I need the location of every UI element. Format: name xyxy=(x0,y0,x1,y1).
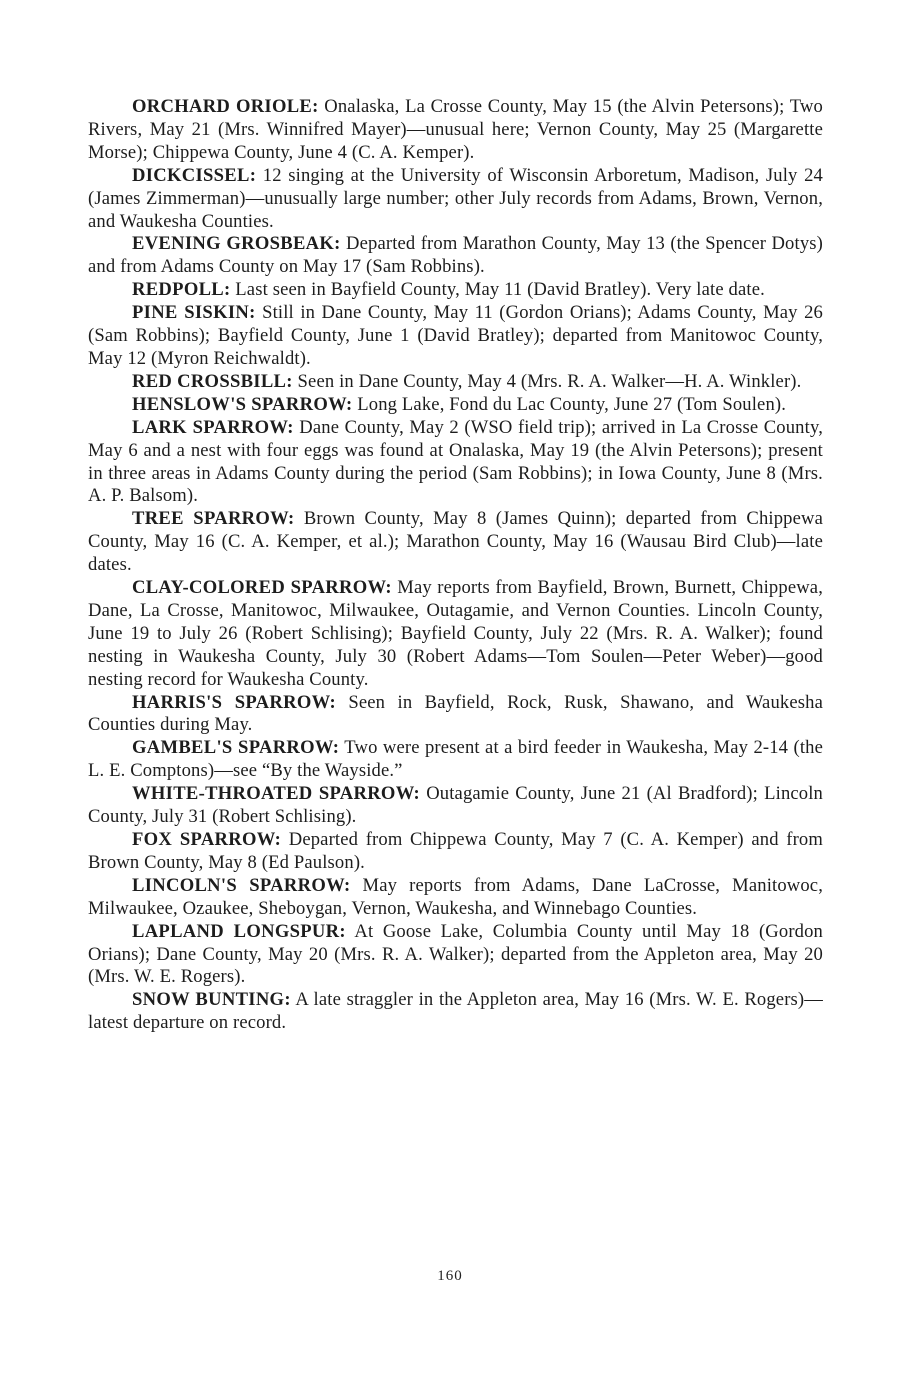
species-name: EVENING GROSBEAK: xyxy=(132,233,341,255)
entry-henslows-sparrow xyxy=(88,394,823,417)
entry-text: Still in Dane County, May 11 (Gordon Orians); Adams County, May 26 (Sam Robbins); Bayfield County, June 1 (David Bratley); departed from Manitowoc County, May 12 (Myron Reichwaldt). xyxy=(88,302,823,369)
entry-text: May reports from Bayfield, Brown, Burnett, Chippewa, Dane, La Crosse, Manitowoc, Milwaukee, Outagamie, and Vernon Counties. Lincoln County, June 19 to July 26 (Robert Schlising); Bayfield County, July 22 (Mrs. R. A. Walker); found nesting in Waukesha County, July 30 (Robert Adams—Tom Soulen—Peter Weber)—good nesting record for Waukesha County. xyxy=(88,577,823,690)
entry-pine-siskin xyxy=(88,302,823,371)
entry-white-throated-sparrow xyxy=(88,783,823,829)
species-name: SNOW BUNTING: xyxy=(132,989,291,1011)
entry-text: Departed from Chippewa County, May 7 (C. A. Kemper) and from Brown County, May 8 (Ed Paulson). xyxy=(88,829,823,873)
species-name: GAMBEL'S SPARROW: xyxy=(132,737,340,759)
entry-red-crossbill xyxy=(88,371,823,394)
species-name: LINCOLN'S SPARROW: xyxy=(132,874,351,896)
entry-text: Brown County, May 8 (James Quinn); departed from Chippewa County, May 16 (C. A. Kemper, et al.); Marathon County, May 16 (Wausau Bird Club)—late dates. xyxy=(88,508,823,576)
entry-text: Seen in Dane County, May 4 (Mrs. R. A. Walker—H. A. Winkler). xyxy=(292,370,802,392)
entry-redpoll xyxy=(88,279,823,302)
entry-evening-grosbeak xyxy=(88,233,823,279)
entry-text: A late straggler in the Appleton area, May 16 (Mrs. W. E. Rogers)—latest departure on record. xyxy=(88,989,824,1034)
entry-snow-bunting xyxy=(88,989,823,1035)
entry-text: Two were present at a bird feeder in Waukesha, May 2-14 (the L. E. Comptons)—see “By the Wayside.” xyxy=(88,737,823,782)
species-name: HARRIS'S SPARROW: xyxy=(132,691,336,713)
entry-text: Departed from Marathon County, May 13 (the Spencer Dotys) and from Adams County on May 17 (Sam Robbins). xyxy=(88,233,823,278)
species-name: HENSLOW'S SPARROW: xyxy=(132,393,353,415)
entry-text: At Goose Lake, Columbia County until May 18 (Gordon Orians); Dane County, May 20 (Mrs. R. A. Walker); departed from the Appleton area, May 20 (Mrs. W. E. Rogers). xyxy=(88,920,823,988)
entry-text: Long Lake, Fond du Lac County, June 27 (Tom Soulen). xyxy=(352,393,787,415)
entry-text: May reports from Adams, Dane LaCrosse, Manitowoc, Milwaukee, Ozaukee, Sheboygan, Vernon, Waukesha, and Winnebago Counties. xyxy=(88,874,824,919)
entry-clay-colored-sparrow xyxy=(88,577,823,692)
entry-text: 12 singing at the University of Wisconsin Arboretum, Madison, July 24 (James Zimmerman)—unusually large number; other July records from Adams, Brown, Vernon, and Waukesha Counties. xyxy=(88,164,823,232)
entry-text: Onalaska, La Crosse County, May 15 (the Alvin Petersons); Two Rivers, May 21 (Mrs. Winnifred Mayer)—unusual here; Vernon County, May 25 (Margarette Morse); Chippewa County, June 4 (C. A. Kemper). xyxy=(88,96,823,163)
entry-lincolns-sparrow xyxy=(88,875,823,921)
entry-orchard-oriole xyxy=(88,96,823,165)
species-name: TREE SPARROW: xyxy=(132,508,295,530)
species-name: LARK SPARROW: xyxy=(132,416,294,438)
species-name: RED CROSSBILL: xyxy=(132,370,293,392)
entry-fox-sparrow xyxy=(88,829,823,875)
page-number: 160 xyxy=(437,1268,463,1284)
species-name: WHITE-THROATED SPARROW: xyxy=(132,783,421,805)
species-name: REDPOLL: xyxy=(132,279,231,301)
entry-lapland-longspur xyxy=(88,921,823,990)
species-name: LAPLAND LONGSPUR: xyxy=(132,920,346,942)
entry-gambels-sparrow xyxy=(88,737,823,783)
entry-text: Dane County, May 2 (WSO field trip); arrived in La Crosse County, May 6 and a nest with four eggs was found at Onalaska, May 19 (the Alvin Petersons); present in three areas in Adams County during the period (Sam Robbins); in Iowa County, June 8 (Mrs. A. P. Balsom). xyxy=(88,416,823,507)
species-name: CLAY-COLORED SPARROW: xyxy=(132,577,392,599)
entry-dickcissel xyxy=(88,165,823,234)
species-name: ORCHARD ORIOLE: xyxy=(132,96,319,117)
entry-lark-sparrow xyxy=(88,417,823,509)
entry-harriss-sparrow xyxy=(88,692,823,738)
entry-text: Last seen in Bayfield County, May 11 (David Bratley). Very late date. xyxy=(230,279,765,301)
document-body xyxy=(88,96,823,1035)
species-name: DICKCISSEL: xyxy=(132,164,257,186)
species-name: FOX SPARROW: xyxy=(132,829,282,850)
entry-text: Seen in Bayfield, Rock, Rusk, Shawano, and Waukesha Counties during May. xyxy=(88,691,823,736)
entry-text: Outagamie County, June 21 (Al Bradford); Lincoln County, July 31 (Robert Schlising). xyxy=(88,783,823,828)
species-name: PINE SISKIN: xyxy=(132,302,256,324)
entry-tree-sparrow xyxy=(88,508,823,577)
